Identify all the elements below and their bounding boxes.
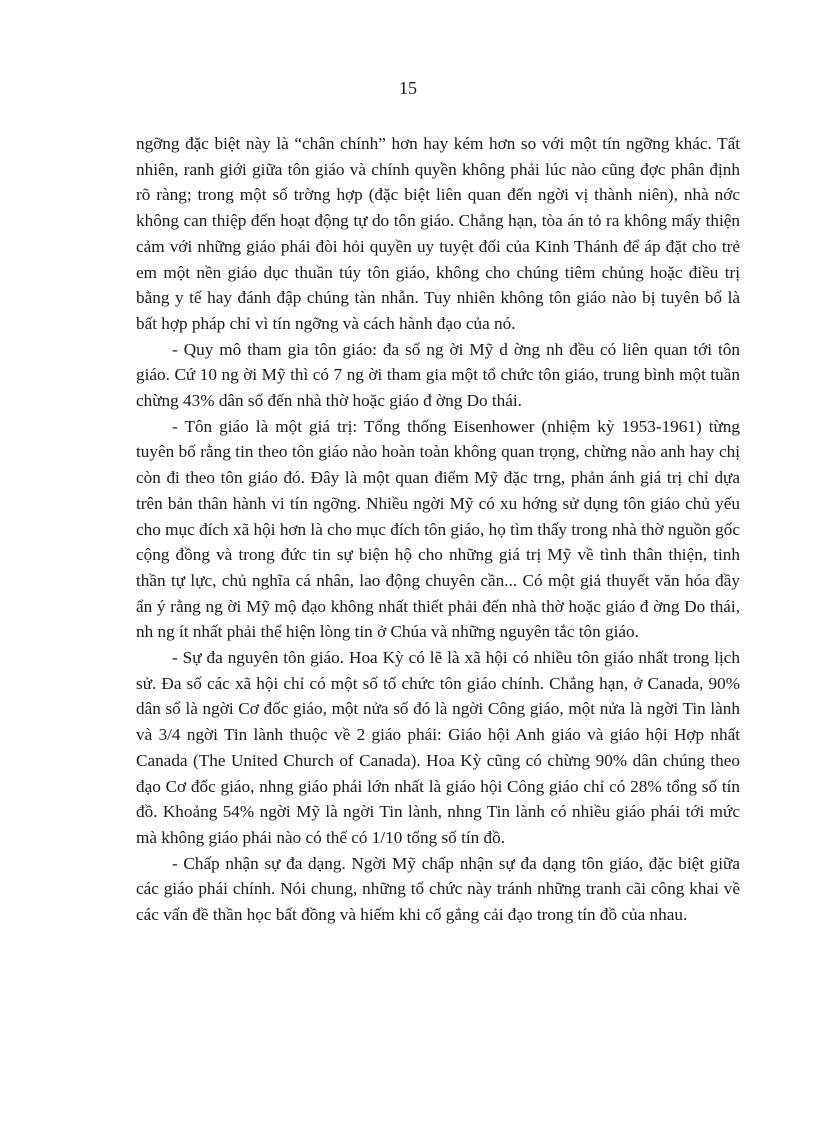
body-text — [136, 131, 740, 928]
paragraph: - Chấp nhận sự đa dạng. Ngời Mỹ chấp nhận sự đa dạng tôn giáo, đặc biệt giữa các giáo phái chính. Nói chung, những tổ chức này tránh những tranh cãi công khai về các vấn đề thần học bất đồng và hiếm khi cố gắng cải đạo trong tín đồ của nhau. — [136, 853, 740, 925]
page-number: 15 — [399, 78, 417, 98]
paragraph: ngỡng đặc biệt này là “chân chính” hơn hay kém hơn so với một tín ngỡng khác. Tất nhiên, ranh giới giữa tôn giáo và chính quyền không phải lúc nào cũng đợc phân định rõ ràng; trong một số trờng hợp (đặc biệt liên quan đến ngời vị thành niên), nhà nớc không can thiệp đến hoạt động tự do tôn giáo. Chẳng hạn, tòa án tỏ ra không mấy thiện cảm với những giáo phái đòi hỏi quyền uy tuyệt đối của Kinh Thánh để áp đặt cho trẻ em một nền giáo dục thuần túy tôn giáo, không cho chúng tiêm chủng hoặc điều trị bằng y tế hay đánh đập chúng tàn nhẫn. Tuy nhiên không tôn giáo nào bị tuyên bố là bất hợp pháp chỉ vì tín ngỡng và cách hành đạo của nó. — [136, 134, 740, 333]
paragraph: - Tôn giáo là một giá trị: Tổng thống Eisenhower (nhiệm kỳ 1953-1961) từng tuyên bố rằng tin theo tôn giáo nào hoàn toàn không quan trọng, chừng nào anh hay chị còn đi theo tôn giáo đó. Đây là một quan điểm Mỹ đặc trng, phản ánh giá trị chỉ dựa trên bản thân hành vi tín ngỡng. Nhiều ngời Mỹ có xu hớng sử dụng tôn giáo chủ yếu cho mục đích xã hội hơn là cho mục đích tôn giáo, họ tìm thấy trong nhà thờ nguồn gốc cộng đồng và trong đức tin sự biện hộ cho những giá trị Mỹ về tình thân thiện, tinh thần tự lực, chủ nghĩa cá nhân, lao động chuyên cần... Có một giả thuyết văn hóa đầy ẩn ý rằng ng ời Mỹ mộ đạo không nhất thiết phải đến nhà thờ hoặc giáo đ ờng Do thái, nh ng ít nhất phải thể hiện lòng tin ở Chúa và những nguyên tắc tôn giáo. — [136, 416, 740, 642]
paragraph: - Quy mô tham gia tôn giáo: đa số ng ời Mỹ d ờng nh đều có liên quan tới tôn giáo. Cứ 10 ng ời Mỹ thì có 7 ng ời tham gia một tổ chức tôn giáo, trung bình một tuần chừng 43% dân số đến nhà thờ hoặc giáo đ ờng Do thái. — [136, 339, 740, 411]
paragraph: - Sự đa nguyên tôn giáo. Hoa Kỳ có lẽ là xã hội có nhiều tôn giáo nhất trong lịch sử. Đa số các xã hội chỉ có một số tổ chức tôn giáo chính. Chẳng hạn, ở Canada, 90% dân số là ngời Cơ đốc giáo, một nửa số đó là ngời Công giáo, một nửa là ngời Tin lành và 3/4 ngời Tin lành thuộc về 2 giáo phái: Giáo hội Anh giáo và giáo hội Hợp nhất Canada (The United Church of Canada). Hoa Kỳ cũng có chừng 90% dân chúng theo đạo Cơ đốc giáo, nhng giáo phái lớn nhất là giáo hội Công giáo chỉ có 28% tổng số tín đồ. Khoảng 54% ngời Mỹ là ngời Tin lành, nhng Tin lành có nhiều giáo phái tới mức mà không giáo phái nào có thể có 1/10 tổng số tín đồ. — [136, 648, 740, 847]
